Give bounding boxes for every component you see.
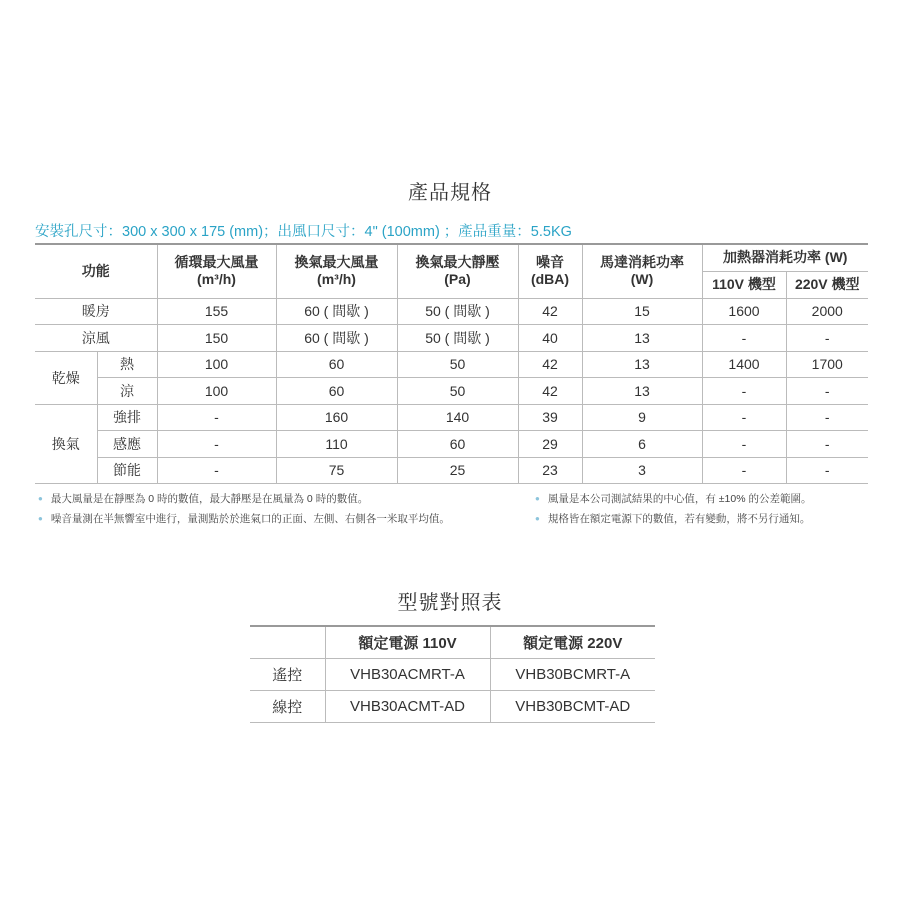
cell: 100 [157,351,276,378]
model-header-blank [250,626,325,659]
cell: - [702,431,786,458]
cell: - [702,378,786,405]
row-sublabel: 節能 [97,457,157,484]
table-row [250,691,655,723]
row-sublabel: 感應 [97,431,157,458]
cell: 42 [518,351,582,378]
row-label: 暖房 [35,298,157,325]
cell: 25 [397,457,518,484]
header-vent-air: 換氣最大風量 (m³/h) [276,244,397,298]
cell: 13 [582,351,702,378]
cell: 110 [276,431,397,458]
header-noise: 噪音 (dBA) [518,244,582,298]
model-number: VHB30BCMT-AD [490,691,655,723]
row-sublabel: 熱 [97,351,157,378]
cell: 50 [397,378,518,405]
cell: 150 [157,325,276,352]
header-circ-air: 循環最大風量 (m³/h) [157,244,276,298]
model-header-220: 額定電源 220V [490,626,655,659]
cell: - [157,404,276,431]
cell: - [786,378,868,405]
cell: 60 [276,351,397,378]
cell: - [157,431,276,458]
spec-subtitle: 安裝孔尺寸：300 x 300 x 175 (mm)；出風口尺寸：4" (100mm) ；產品重量：5.5KG [35,224,572,240]
cell: 3 [582,457,702,484]
row-label: 涼風 [35,325,157,352]
cell: 60 ( 間歇 ) [276,298,397,325]
row-sublabel: 涼 [97,378,157,405]
model-title: 型號對照表 [397,592,503,614]
header-heater-220: 220V 機型 [786,271,868,298]
cell: 1400 [702,351,786,378]
table-row [35,378,868,405]
cell: 39 [518,404,582,431]
table-row [35,351,868,378]
header-function: 功能 [35,244,157,298]
cell: 40 [518,325,582,352]
cell: 42 [518,378,582,405]
notes-left [38,489,450,529]
cell: 100 [157,378,276,405]
cell: 50 ( 間歇 ) [397,325,518,352]
cell: 1600 [702,298,786,325]
header-motor: 馬達消耗功率 (W) [582,244,702,298]
row-label: 線控 [250,691,325,723]
header-vent-press: 換氣最大靜壓 (Pa) [397,244,518,298]
notes-right [535,489,811,529]
cell: 6 [582,431,702,458]
cell: 2000 [786,298,868,325]
cell: 13 [582,325,702,352]
header-heater-110: 110V 機型 [702,271,786,298]
spec-title: 產品規格 [408,182,492,204]
cell: 1700 [786,351,868,378]
table-row [35,457,868,484]
cell: 9 [582,404,702,431]
row-label: 遙控 [250,659,325,691]
cell: - [786,431,868,458]
cell: - [786,457,868,484]
table-row [250,659,655,691]
table-row [35,404,868,431]
cell: 50 ( 間歇 ) [397,298,518,325]
cell: 60 ( 間歇 ) [276,325,397,352]
note: ● 風量是本公司測試結果的中心值，有 ±10% 的公差範圍。 [535,489,811,509]
note: ● 規格皆在額定電源下的數值，若有變動，將不另行通知。 [535,509,811,529]
cell: - [157,457,276,484]
cell: 29 [518,431,582,458]
cell: - [786,325,868,352]
cell: 75 [276,457,397,484]
spec-table [35,243,868,484]
cell: 155 [157,298,276,325]
model-number: VHB30BCMRT-A [490,659,655,691]
cell: 60 [276,378,397,405]
cell: 42 [518,298,582,325]
table-row [35,431,868,458]
cell: 140 [397,404,518,431]
group-label: 換氣 [35,404,97,484]
model-header-110: 額定電源 110V [325,626,490,659]
row-sublabel: 強排 [97,404,157,431]
cell: - [702,404,786,431]
note: ● 噪音量測在半無響室中進行，量測點於於進氣口的正面、左側、右側各一米取平均值。 [38,509,450,529]
header-heater: 加熱器消耗功率 (W) [702,244,868,271]
model-table [250,625,655,723]
cell: 15 [582,298,702,325]
cell: 50 [397,351,518,378]
cell: 60 [397,431,518,458]
cell: - [702,325,786,352]
model-number: VHB30ACMT-AD [325,691,490,723]
cell: 13 [582,378,702,405]
model-number: VHB30ACMRT-A [325,659,490,691]
cell: 23 [518,457,582,484]
group-label: 乾燥 [35,351,97,404]
table-row [35,325,868,352]
note: ● 最大風量是在靜壓為 0 時的數值，最大靜壓是在風量為 0 時的數值。 [38,489,450,509]
cell: 160 [276,404,397,431]
cell: - [786,404,868,431]
table-row [35,298,868,325]
cell: - [702,457,786,484]
